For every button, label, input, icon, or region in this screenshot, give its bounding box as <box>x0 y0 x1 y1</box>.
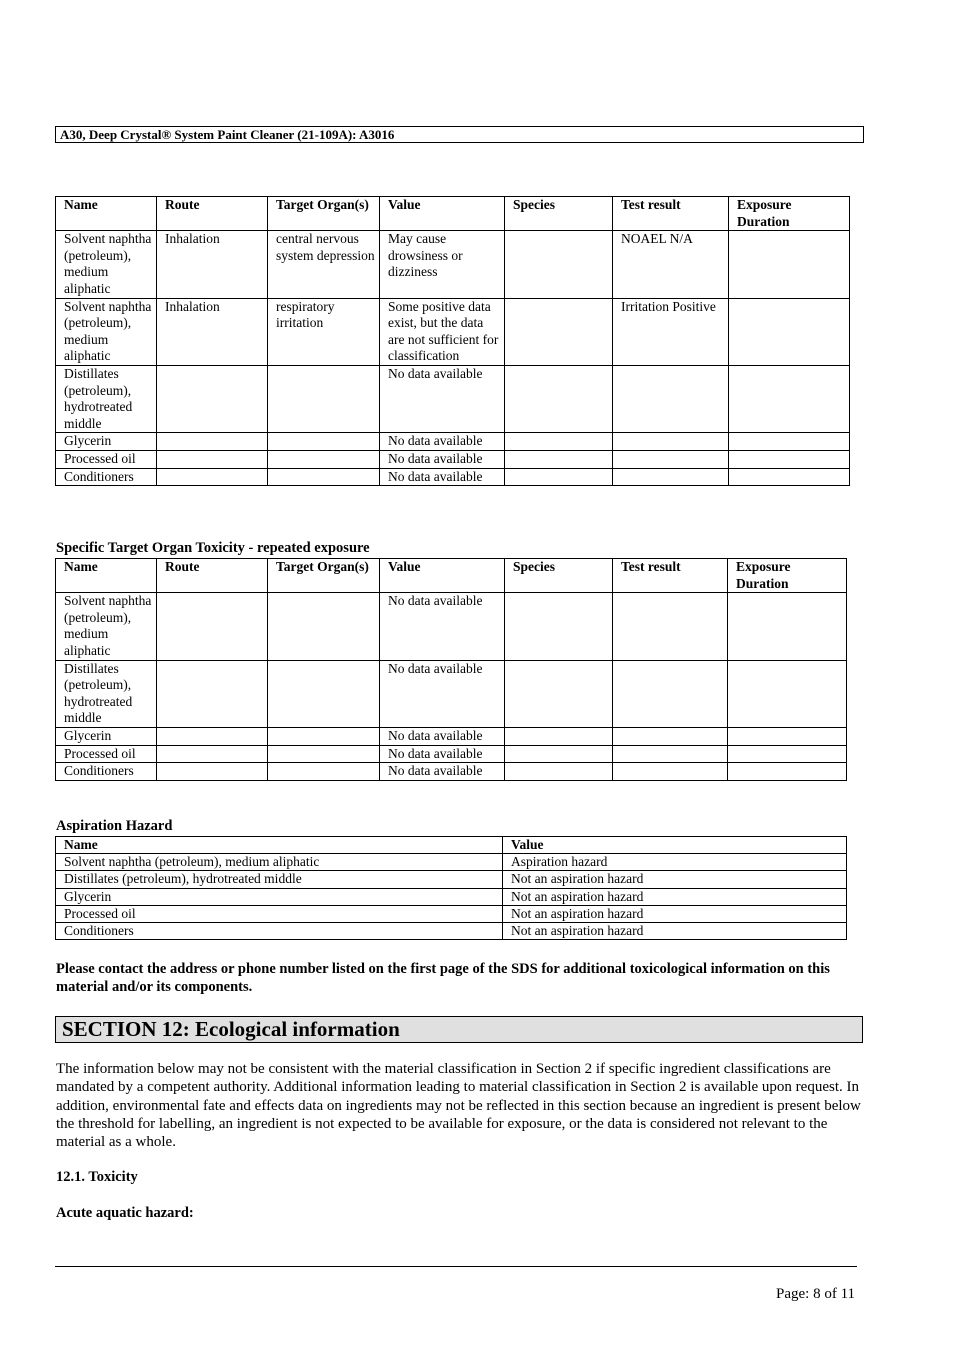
column-header: Test result <box>613 197 729 231</box>
section-12-paragraph: The information below may not be consistent with the material classification in Section 2 if specific ingredient classifications are mandated by a competent authority. Additional information leading to material classification in Section 2 is available upon request. In addition, environmental fate and effects data on ingredients may not be reflected in this section because an ingredient is present below the threshold for labelling, an ingredient is not expected to be available for exposure, or the data is considered not relevant to the material as a whole. <box>56 1061 861 1151</box>
table-header-row <box>56 559 847 593</box>
product-header: A30, Deep Crystal® System Paint Cleaner (21-109A): A3016 <box>55 126 864 143</box>
table-cell: Inhalation <box>157 231 268 298</box>
table-cell <box>157 660 268 727</box>
table-cell <box>157 468 268 486</box>
column-header: Value <box>380 197 505 231</box>
table-row <box>56 888 847 905</box>
contact-note: Please contact the address or phone number listed on the first page of the SDS for additional toxicological information on this material and/or its components. <box>56 961 830 995</box>
table-cell <box>729 433 850 451</box>
column-header: Name <box>56 197 157 231</box>
table-cell: central nervous system depression <box>268 231 380 298</box>
table-cell <box>505 450 613 468</box>
table-cell <box>268 450 380 468</box>
table-cell <box>268 763 380 781</box>
table-cell <box>268 745 380 763</box>
table-cell <box>505 727 613 745</box>
table-cell: Some positive data exist, but the data are not sufficient for classification <box>380 298 505 365</box>
table-cell <box>729 468 850 486</box>
table-cell: Not an aspiration hazard <box>503 923 847 940</box>
toxicity-subheading: 12.1. Toxicity <box>56 1169 138 1185</box>
table-row <box>56 433 850 451</box>
table-cell <box>728 745 847 763</box>
table-row <box>56 727 847 745</box>
table-cell: Glycerin <box>56 727 157 745</box>
table-cell: No data available <box>380 763 505 781</box>
table-cell <box>268 593 380 660</box>
table-row <box>56 468 850 486</box>
table-cell <box>613 727 728 745</box>
table-cell <box>505 298 613 365</box>
table-cell <box>728 593 847 660</box>
table-cell: No data available <box>380 745 505 763</box>
table-cell: No data available <box>380 468 505 486</box>
page-number: Page: 8 of 11 <box>776 1286 856 1302</box>
table-cell: Conditioners <box>56 763 157 781</box>
table-cell <box>729 365 850 432</box>
table-cell: Distillates (petroleum), hydrotreated middle <box>56 365 157 432</box>
column-header: Value <box>503 837 847 854</box>
aspiration-table <box>55 836 847 940</box>
table-row <box>56 593 847 660</box>
table-cell <box>268 660 380 727</box>
table-header-row <box>56 837 847 854</box>
table-cell: Glycerin <box>56 433 157 451</box>
table-cell: Solvent naphtha (petroleum), medium aliphatic <box>56 854 503 871</box>
table-cell: Conditioners <box>56 923 503 940</box>
table-cell <box>728 763 847 781</box>
acute-aquatic-label: Acute aquatic hazard: <box>56 1205 194 1221</box>
table-cell: No data available <box>380 660 505 727</box>
table-cell <box>268 433 380 451</box>
table-cell: respiratory irritation <box>268 298 380 365</box>
table-cell <box>268 365 380 432</box>
column-header: Value <box>380 559 505 593</box>
table-cell <box>729 450 850 468</box>
table-cell <box>157 433 268 451</box>
table-cell <box>505 593 613 660</box>
table-cell <box>157 365 268 432</box>
table-cell: Processed oil <box>56 745 157 763</box>
repeated-exposure-table <box>55 558 847 781</box>
table-header-row <box>56 197 850 231</box>
table-row <box>56 854 847 871</box>
table-cell: Processed oil <box>56 905 503 922</box>
table-row <box>56 231 850 298</box>
column-header: Species <box>505 559 613 593</box>
column-header: Target Organ(s) <box>268 197 380 231</box>
column-header: Name <box>56 837 503 854</box>
table-row <box>56 450 850 468</box>
table-row <box>56 763 847 781</box>
footer-divider <box>55 1266 857 1267</box>
table-cell <box>505 468 613 486</box>
column-header: Exposure Duration <box>728 559 847 593</box>
table-cell <box>613 593 728 660</box>
table-cell <box>505 745 613 763</box>
table-cell <box>505 231 613 298</box>
column-header: Test result <box>613 559 728 593</box>
table-cell: Solvent naphtha (petroleum), medium aliphatic <box>56 231 157 298</box>
table-cell: Solvent naphtha (petroleum), medium aliphatic <box>56 298 157 365</box>
table-cell <box>157 593 268 660</box>
aspiration-title: Aspiration Hazard <box>56 818 173 834</box>
table-cell: No data available <box>380 433 505 451</box>
table-cell <box>613 763 728 781</box>
table-cell: Distillates (petroleum), hydrotreated middle <box>56 660 157 727</box>
table-cell: Not an aspiration hazard <box>503 871 847 888</box>
table-row <box>56 298 850 365</box>
table-cell <box>728 660 847 727</box>
table-cell: No data available <box>380 593 505 660</box>
column-header: Species <box>505 197 613 231</box>
repeated-exposure-title: Specific Target Organ Toxicity - repeated exposure <box>56 540 370 556</box>
table-cell <box>505 660 613 727</box>
table-row <box>56 745 847 763</box>
table-cell <box>613 660 728 727</box>
table-cell: Aspiration hazard <box>503 854 847 871</box>
table-cell: No data available <box>380 365 505 432</box>
table-cell: No data available <box>380 727 505 745</box>
column-header: Route <box>157 197 268 231</box>
table-cell <box>157 745 268 763</box>
table-cell: Glycerin <box>56 888 503 905</box>
table-cell: Irritation Positive <box>613 298 729 365</box>
table-cell: Distillates (petroleum), hydrotreated middle <box>56 871 503 888</box>
table-cell <box>157 727 268 745</box>
column-header: Name <box>56 559 157 593</box>
table-cell <box>728 727 847 745</box>
table-row <box>56 660 847 727</box>
table-cell <box>613 365 729 432</box>
table-cell <box>157 763 268 781</box>
table-cell <box>613 433 729 451</box>
table-cell: Solvent naphtha (petroleum), medium aliphatic <box>56 593 157 660</box>
table-cell <box>613 450 729 468</box>
table-cell <box>268 727 380 745</box>
table-cell: Not an aspiration hazard <box>503 905 847 922</box>
table-cell <box>505 365 613 432</box>
table-cell: Conditioners <box>56 468 157 486</box>
column-header: Route <box>157 559 268 593</box>
table-cell <box>729 231 850 298</box>
table-cell: Processed oil <box>56 450 157 468</box>
table-row <box>56 871 847 888</box>
table-cell: No data available <box>380 450 505 468</box>
table-cell: NOAEL N/A <box>613 231 729 298</box>
table-row <box>56 905 847 922</box>
table-cell <box>613 745 728 763</box>
table-cell <box>505 763 613 781</box>
column-header: Target Organ(s) <box>268 559 380 593</box>
table-cell: Inhalation <box>157 298 268 365</box>
table-cell <box>268 468 380 486</box>
table-cell <box>613 468 729 486</box>
table-cell <box>729 298 850 365</box>
table-cell <box>505 433 613 451</box>
table-row <box>56 365 850 432</box>
table-cell <box>157 450 268 468</box>
single-exposure-table <box>55 196 850 486</box>
section-12-heading: SECTION 12: Ecological information <box>55 1016 863 1043</box>
column-header: Exposure Duration <box>729 197 850 231</box>
table-cell: Not an aspiration hazard <box>503 888 847 905</box>
table-row <box>56 923 847 940</box>
table-cell: May cause drowsiness or dizziness <box>380 231 505 298</box>
